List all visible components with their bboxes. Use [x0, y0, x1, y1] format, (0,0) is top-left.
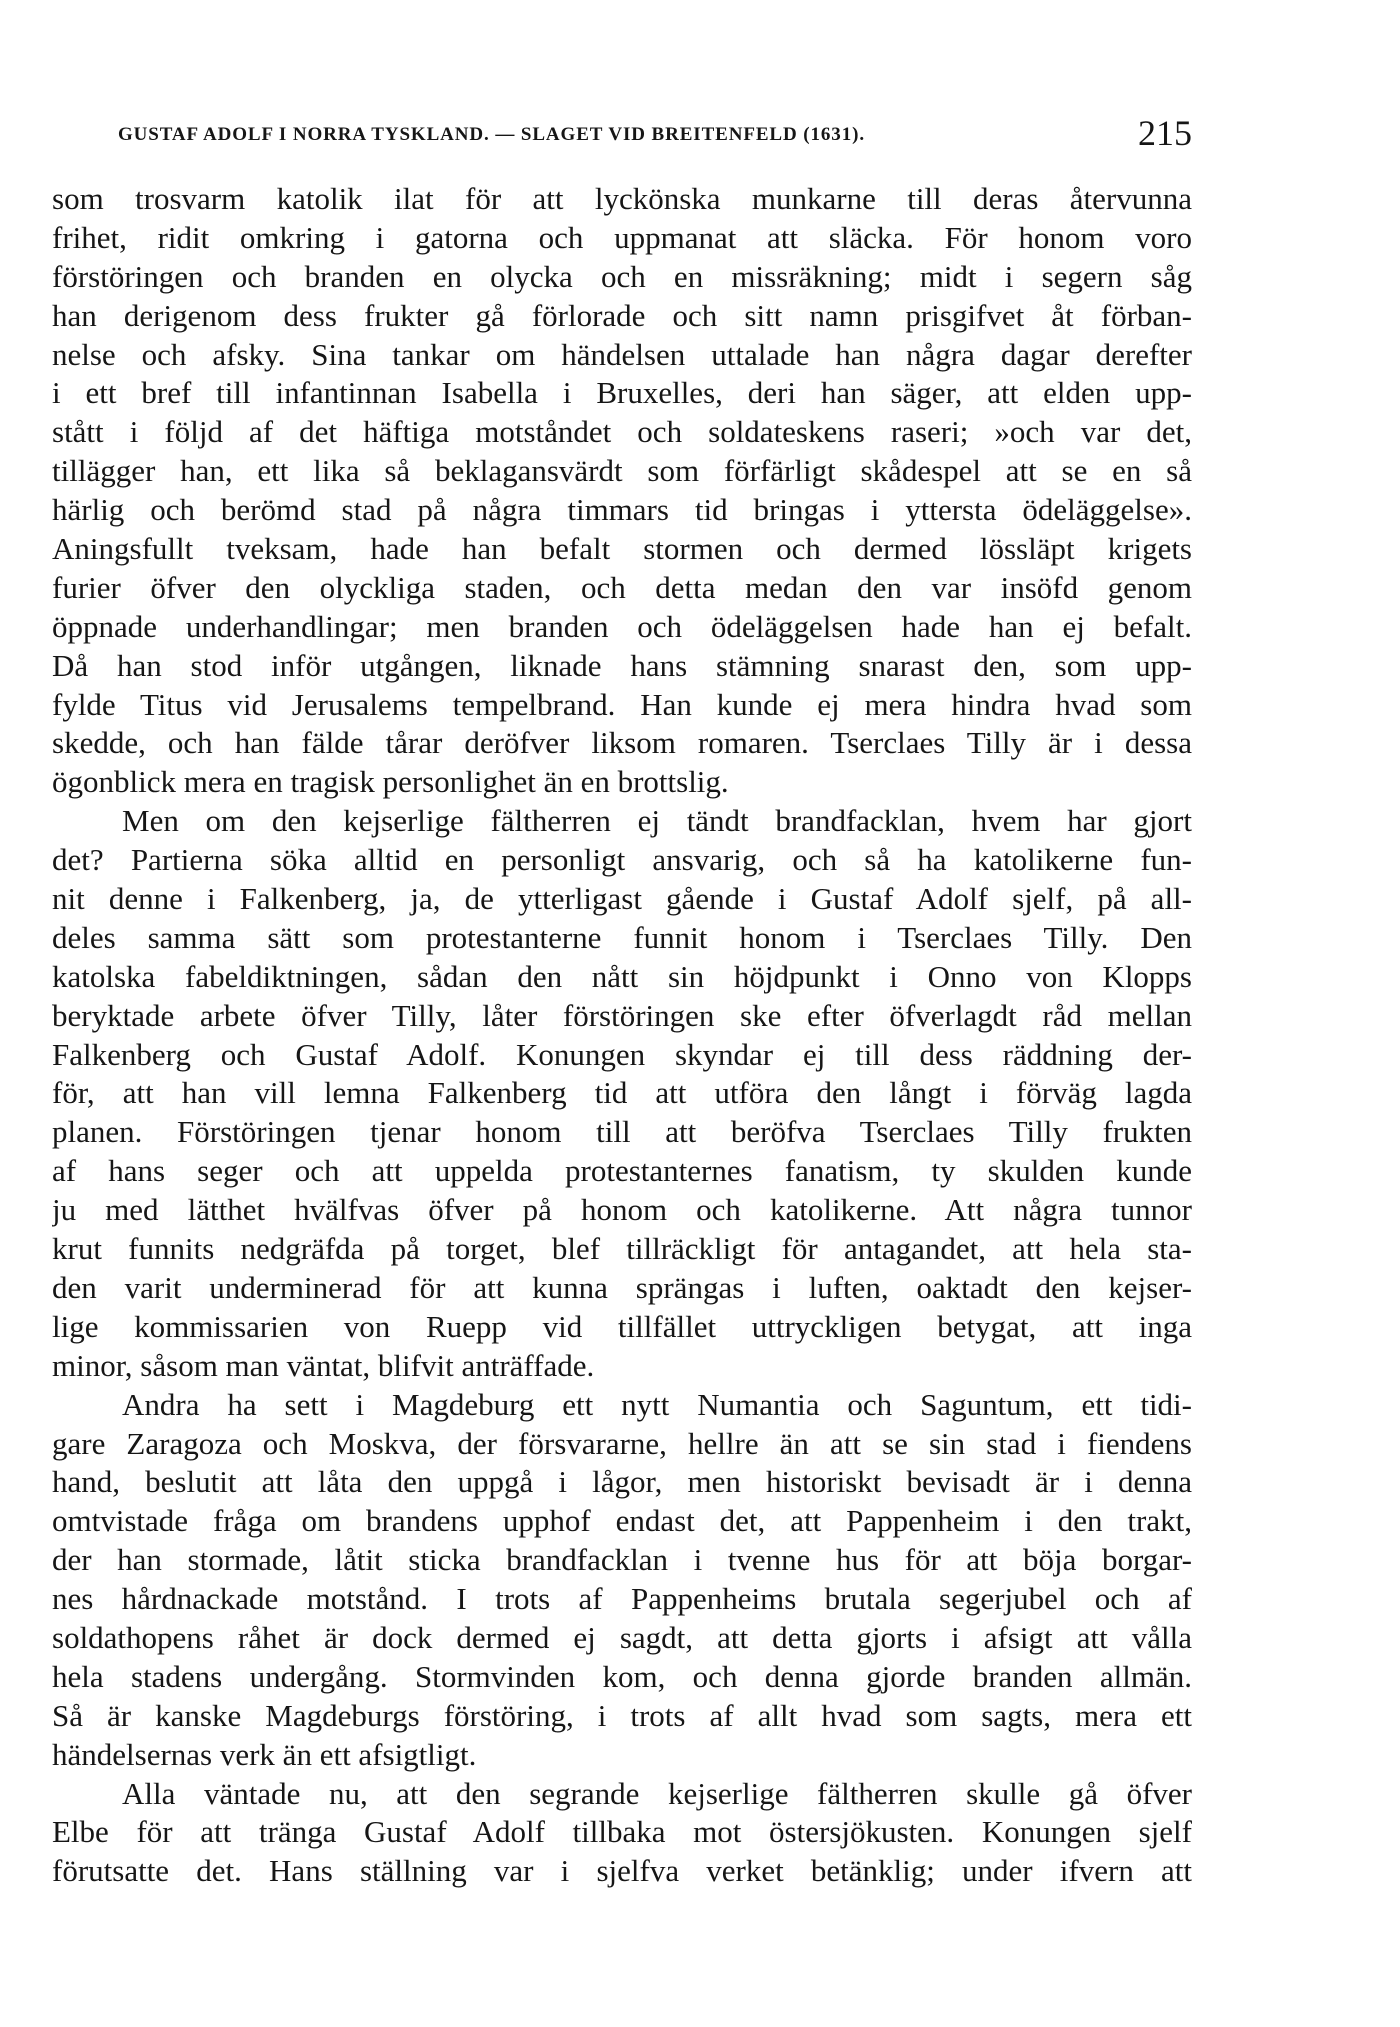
text-line: ögonblick mera en tragisk personlighet än en brottslig.	[52, 764, 729, 800]
text-line: af hans seger och att uppelda protestanternes fanatism, ty skulden kunde	[52, 1153, 1192, 1189]
text-line: fylde Titus vid Jerusalems tempelbrand. Han kunde ej mera hindra hvad som	[52, 686, 1192, 722]
text-line: det? Partierna söka alltid en personligt ansvarig, och så ha katolikerne fun-	[52, 842, 1192, 878]
text-line: som trosvarm katolik ilat för att lyckönska munkarne till deras återvunna	[52, 181, 1192, 216]
text-line: Elbe för att tränga Gustaf Adolf tillbaka mot östersjökusten. Konungen sjelf	[52, 1814, 1192, 1850]
text-line: öppnade underhandlingar; men branden och ödeläggelsen hade han ej befalt.	[52, 608, 1192, 644]
text-line: deles samma sätt som protestanterne funnit honom i Tserclaes Tilly. Den	[52, 919, 1192, 955]
text-line: i ett bref till infantinnan Isabella i Bruxelles, deri han säger, att elden upp-	[52, 375, 1192, 411]
text-line: hela stadens undergång. Stormvinden kom, och denna gjorde branden allmän.	[52, 1658, 1192, 1694]
paragraph	[52, 180, 1192, 802]
text-line: stått i följd af det häftiga motståndet och soldateskens raseri; »och var det,	[52, 414, 1192, 450]
text-line: minor, såsom man väntat, blifvit anträffade.	[52, 1347, 595, 1383]
text-line: för, att han vill lemna Falkenberg tid att utföra den långt i förväg lagda	[52, 1075, 1192, 1111]
text-line: Andra ha sett i Magdeburg ett nytt Numantia och Saguntum, ett tidi-	[122, 1386, 1192, 1422]
text-line: gare Zaragoza och Moskva, der försvararne, hellre än att se sin stad i fiendens	[52, 1425, 1192, 1461]
text-line: katolska fabeldiktningen, sådan den nått sin höjdpunkt i Onno von Klopps	[52, 958, 1192, 994]
text-line: omtvistade fråga om brandens upphof endast det, att Pappenheim i den trakt,	[52, 1503, 1192, 1539]
text-line: nit denne i Falkenberg, ja, de ytterligast gående i Gustaf Adolf sjelf, på all-	[52, 881, 1192, 917]
text-line: förutsatte det. Hans ställning var i sjelfva verket betänklig; under ifvern att	[52, 1853, 1192, 1889]
text-line: händelsernas verk än ett afsigtligt.	[52, 1736, 477, 1772]
text-line: Alla väntade nu, att den segrande kejserlige fältherren skulle gå öfver	[122, 1775, 1192, 1811]
text-line: lige kommissarien von Ruepp vid tillfället uttryckligen betygat, att inga	[52, 1308, 1192, 1344]
text-line: nes hårdnackade motstånd. I trots af Pappenheims brutala segerjubel och af	[52, 1581, 1192, 1617]
running-head	[118, 113, 1192, 160]
text-line: Då han stod inför utgången, liknade hans stämning snarast den, som upp-	[52, 647, 1192, 683]
text-line: hand, beslutit att låta den uppgå i lågor, men historiskt bevisadt är i denna	[52, 1464, 1192, 1500]
body-text	[52, 180, 1192, 1891]
paragraph	[52, 1775, 1192, 1892]
text-line: ju med lätthet hvälfvas öfver på honom och katolikerne. Att några tunnor	[52, 1192, 1192, 1228]
running-head-title: GUSTAF ADOLF I NORRA TYSKLAND. — SLAGET VID BREITENFELD (1631).	[118, 124, 865, 145]
paragraph	[52, 1386, 1192, 1775]
text-line: beryktade arbete öfver Tilly, låter förstöringen ske efter öfverlagdt råd mellan	[52, 997, 1192, 1033]
text-line: frihet, ridit omkring i gatorna och uppmanat att släcka. För honom voro	[52, 219, 1192, 255]
text-line: Så är kanske Magdeburgs förstöring, i trots af allt hvad som sagts, mera ett	[52, 1697, 1192, 1733]
text-line: krut funnits nedgräfda på torget, blef tillräckligt för antagandet, att hela sta-	[52, 1231, 1192, 1267]
text-line: skedde, och han fälde tårar deröfver liksom romaren. Tserclaes Tilly är i dessa	[52, 725, 1192, 761]
text-line: der han stormade, låtit sticka brandfacklan i tvenne hus för att böja borgar-	[52, 1542, 1192, 1578]
text-line: furier öfver den olyckliga staden, och detta medan den var insöfd genom	[52, 569, 1192, 605]
text-line: den varit underminerad för att kunna sprängas i luften, oaktadt den kejser-	[52, 1269, 1192, 1305]
text-line: han derigenom dess frukter gå förlorade och sitt namn prisgifvet åt förban-	[52, 297, 1192, 333]
text-line: Falkenberg och Gustaf Adolf. Konungen skyndar ej till dess räddning der-	[52, 1036, 1192, 1072]
text-line: planen. Förstöringen tjenar honom till att beröfva Tserclaes Tilly frukten	[52, 1114, 1192, 1150]
text-line: härlig och berömd stad på några timmars tid bringas i yttersta ödeläggelse».	[52, 492, 1192, 528]
page-number: 215	[1138, 113, 1192, 153]
text-line: förstöringen och branden en olycka och en missräkning; midt i segern såg	[52, 258, 1192, 294]
text-line: tillägger han, ett lika så beklagansvärdt som förfärligt skådespel att se en så	[52, 453, 1192, 489]
text-line: nelse och afsky. Sina tankar om händelsen uttalade han några dagar derefter	[52, 336, 1192, 372]
paragraph	[52, 802, 1192, 1385]
text-line: soldathopens råhet är dock dermed ej sagdt, att detta gjorts i afsigt att vålla	[52, 1619, 1192, 1655]
text-line: Men om den kejserlige fältherren ej tändt brandfacklan, hvem har gjort	[122, 803, 1192, 839]
text-line: Aningsfullt tveksam, hade han befalt stormen och dermed lössläpt krigets	[52, 531, 1192, 567]
